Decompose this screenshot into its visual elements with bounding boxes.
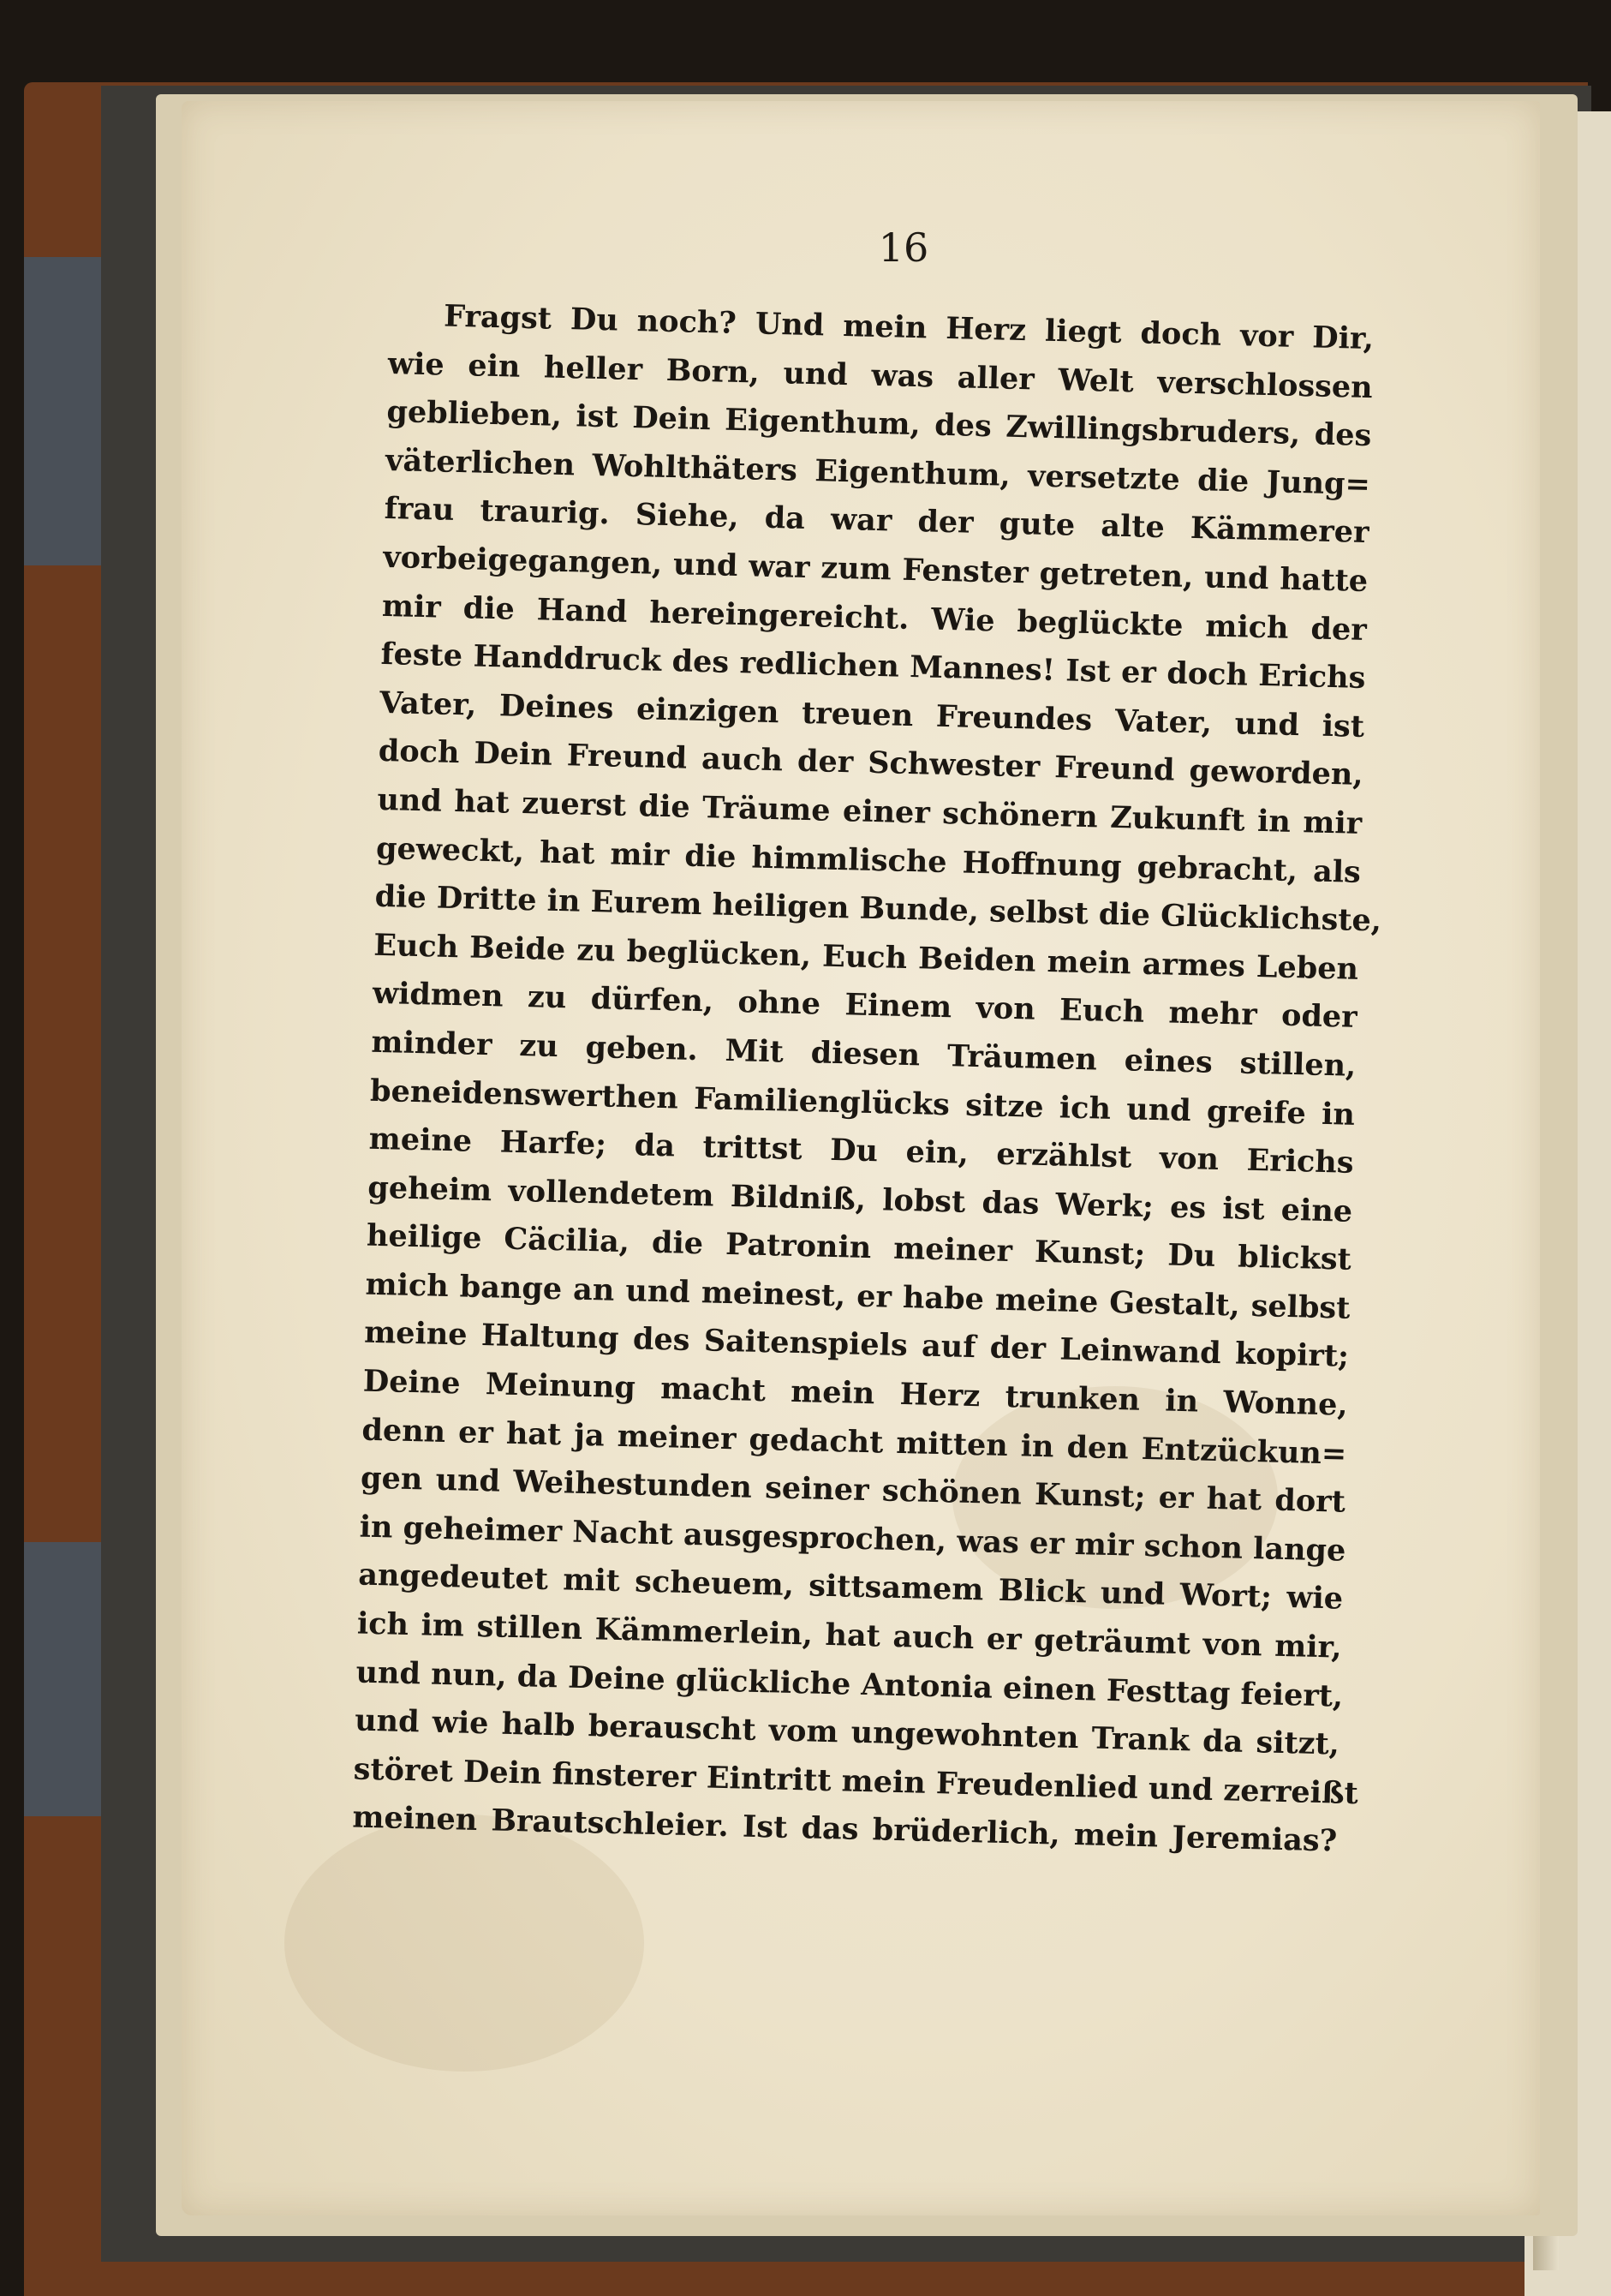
text-line: widmen zu dürfen, ohne Einem von Euch mehr oder xyxy=(372,976,1358,1036)
text-line: und hat zuerst die Träume einer schönern Zukunft in mir xyxy=(377,781,1363,841)
text-line: meine Harfe; da trittst Du ein, erzählst von Erichs xyxy=(368,1121,1354,1181)
text-line: gen und Weihestunden seiner schönen Kunst; er hat dort xyxy=(360,1460,1346,1520)
text-line: Deine Meinung macht mein Herz trunken in Wonne, xyxy=(362,1363,1349,1423)
text-line: Vater, Deines einzigen treuen Freundes Vater, und ist xyxy=(379,685,1365,744)
text-line: meine Haltung des Saitenspiels auf der Leinwand kopirt; xyxy=(363,1315,1350,1375)
text-line: meinen Brautschleier. Ist das brüderlich, mein Jeremias? xyxy=(351,1799,1338,1859)
text-line: mir die Hand hereingereicht. Wie beglückte mich der xyxy=(381,588,1368,648)
text-line: angedeutet mit scheuem, sittsamem Blick und Wort; wie xyxy=(357,1557,1344,1617)
text-line: ich im stillen Kämmerlein, hat auch er geträumt von mir, xyxy=(356,1605,1343,1665)
text-line: Euch Beide zu beglücken, Euch Beiden mein armes Leben xyxy=(373,927,1359,987)
text-line: geheim vollendetem Bildniß, lobst das Werk; es ist eine xyxy=(367,1169,1353,1229)
body-text xyxy=(351,291,1382,1867)
text-line: heilige Cäcilia, die Patronin meiner Kunst; Du blickst xyxy=(366,1217,1352,1278)
text-line: frau traurig. Siehe, da war der gute alte Kämmerer xyxy=(384,491,1369,551)
text-line: in geheimer Nacht ausgesprochen, was er mir schon lange xyxy=(359,1509,1346,1569)
page-stain xyxy=(284,1815,644,2072)
text-line: geblieben, ist Dein Eigenthum, des Zwillingsbruders, des xyxy=(386,394,1372,454)
text-line: doch Dein Freund auch der Schwester Freund geworden, xyxy=(378,733,1364,793)
text-line: denn er hat ja meiner gedacht mitten in den Entzückun= xyxy=(361,1412,1347,1472)
text-line: und nun, da Deine glückliche Antonia einen Festtag feiert, xyxy=(355,1654,1344,1714)
text-line: die Dritte in Eurem heiligen Bunde, selbst die Glücklichste, xyxy=(374,878,1382,939)
text-line: und wie halb berauscht vom ungewohnten Trank da sitzt, xyxy=(354,1702,1340,1762)
text-line: vorbeigegangen, und war zum Fenster getreten, und hatte xyxy=(382,539,1369,599)
text-line: Fragst Du noch? Und mein Herz liegt doch vor Dir, xyxy=(443,298,1375,357)
text-line: geweckt, hat mir die himmlische Hoffnung gebracht, als xyxy=(375,830,1362,890)
text-line: väterlichen Wohlthäters Eigenthum, versetzte die Jung= xyxy=(385,442,1371,502)
text-line: beneidenswerthen Familienglücks sitze ich und greife in xyxy=(369,1073,1356,1133)
text-line: minder zu geben. Mit diesen Träumen eines stillen, xyxy=(371,1024,1357,1084)
text-line: störet Dein finsterer Eintritt mein Freudenlied und zerreißt xyxy=(353,1751,1359,1811)
text-line: feste Handdruck des redlichen Mannes! Ist er doch Erichs xyxy=(380,637,1366,697)
text-line: mich bange an und meinest, er habe meine Gestalt, selbst xyxy=(365,1266,1351,1326)
text-line: wie ein heller Born, und was aller Welt verschlossen xyxy=(387,345,1374,405)
page-number: 16 xyxy=(878,224,929,271)
